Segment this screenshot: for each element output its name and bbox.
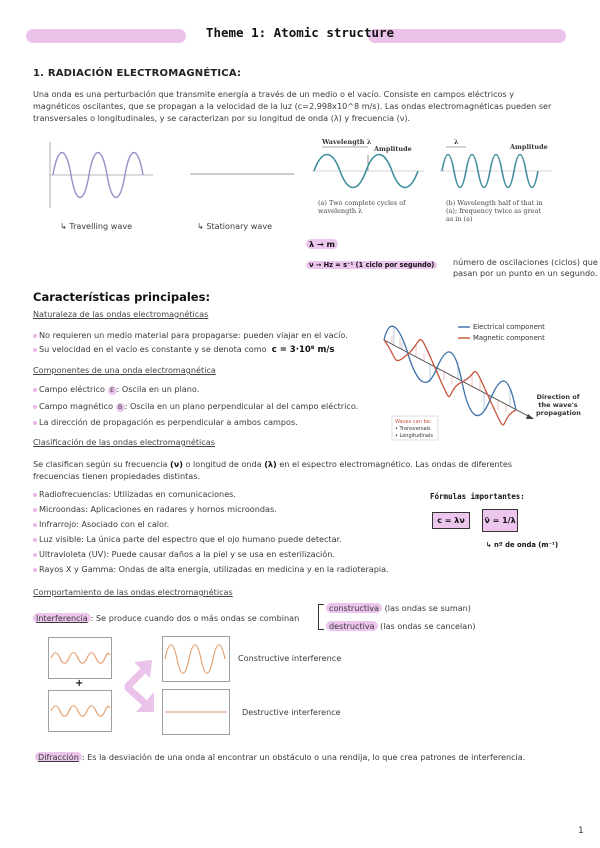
em-box-title: Waves can be: bbox=[395, 419, 432, 425]
naturaleza-title: Naturaleza de las ondas electromagnéticas bbox=[33, 309, 209, 319]
componentes-item-3: La dirección de propagación es perpendicular a ambos campos. bbox=[33, 416, 298, 428]
wavelength-figure-a bbox=[312, 135, 430, 197]
destructive-label: Destructive interference bbox=[242, 707, 341, 717]
constructiva-line: constructiva (las ondas se suman) bbox=[326, 602, 471, 614]
lambda-unit: λ → m bbox=[306, 238, 338, 250]
clasificacion-item-1: Radiofrecuencias: Utilizadas en comunicaciones. bbox=[33, 488, 236, 500]
formula-box-2: ν̃ = 1/λ bbox=[482, 509, 518, 532]
interference-wave-1 bbox=[48, 637, 112, 679]
naturaleza-item-2: Su velocidad en el vacío es constante y se denota como c = 3·10⁸ m/s bbox=[33, 343, 334, 356]
page-title: Theme 1: Atomic structure bbox=[205, 25, 395, 40]
nu-desc-1: número de oscilaciones (ciclos) que bbox=[453, 257, 598, 267]
interference-wave-2 bbox=[48, 690, 112, 732]
em-legend-magnetic: Magnetic component bbox=[473, 334, 545, 342]
nu-unit: ν → Hz = s⁻¹ (1 ciclo por segundo) bbox=[306, 258, 437, 271]
interferencia-brace bbox=[318, 604, 324, 630]
formula-box-1: c = λν bbox=[432, 512, 470, 529]
intro-text-3: transversales o longitudinales, y se caracterizan por su longitud de onda (λ) y frecuencia (ν). bbox=[33, 113, 411, 123]
destructive-wave-figure bbox=[162, 689, 230, 735]
destructiva-line: destructiva (las ondas se cancelan) bbox=[326, 620, 476, 632]
formula-note: ↳ nº de onda (m⁻¹) bbox=[486, 541, 559, 549]
fig-b-lambda-label: λ bbox=[454, 138, 459, 146]
arrow-down-icon bbox=[122, 684, 160, 718]
naturaleza-item-1: No requieren un medio material para propagarse: pueden viajar en el vacío. bbox=[33, 329, 348, 341]
wavelength-figure-b bbox=[440, 135, 558, 197]
travelling-wave-figure bbox=[45, 140, 155, 210]
fig-a-caption: (a) Two complete cycles of wavelength λ bbox=[318, 199, 406, 215]
difraccion-line: Difracción : Es la desviación de una onda al encontrar un obstáculo o una rendija, lo que crea patrones de interferencia. bbox=[35, 751, 525, 763]
em-box-item-2: • Longitudinals bbox=[395, 433, 433, 439]
clasificacion-item-5: Ultravioleta (UV): Puede causar daños a la piel y se usa en esterilización. bbox=[33, 548, 335, 560]
page-number: 1 bbox=[578, 826, 584, 836]
section-title: 1. RADIACIÓN ELECTROMAGNÉTICA: bbox=[33, 68, 242, 79]
intro-text-2: magnéticos oscilantes, que se propagan a la velocidad de la luz (c=2.998x10^8 m/s). Las ondas electromagnéticas pueden ser bbox=[33, 101, 552, 111]
fig-b-caption: (b) Wavelength half of that in (a); frequency twice as great as in (a) bbox=[446, 199, 543, 223]
em-wave-figure bbox=[372, 318, 572, 442]
em-direction-label: Direction of the wave's propagation bbox=[536, 393, 581, 417]
componentes-title: Componentes de una onda electromagnética bbox=[33, 365, 216, 375]
em-legend-electrical: Electrical component bbox=[473, 323, 545, 331]
stationary-wave-label: ↳ Stationary wave bbox=[197, 221, 273, 231]
clasificacion-intro-2: frecuencias tienen propiedades distintas. bbox=[33, 471, 201, 481]
clasificacion-item-2: Microondas: Aplicaciones en radares y hornos microondas. bbox=[33, 503, 277, 515]
caracteristicas-title: Características principales: bbox=[33, 290, 211, 304]
fig-a-amplitude-label: Amplitude bbox=[374, 145, 412, 153]
interferencia-line: Interferencia : Se produce cuando dos o más ondas se combinan bbox=[33, 612, 299, 624]
clasificacion-item-4: Luz visible: La única parte del espectro que el ojo humano puede detectar. bbox=[33, 533, 342, 545]
constructive-label: Constructive interference bbox=[238, 653, 342, 663]
nu-desc-2: pasan por un punto en un segundo. bbox=[453, 268, 598, 278]
clasificacion-title: Clasificación de las ondas electromagnéticas bbox=[33, 437, 215, 447]
clasificacion-intro-1: Se clasifican según su frecuencia (ν) o longitud de onda (λ) en el espectro electromagnético. Las ondas de diferentes bbox=[33, 459, 513, 469]
constructive-wave-figure bbox=[162, 636, 230, 682]
fig-a-wavelength-label: Wavelength λ bbox=[322, 138, 372, 146]
em-box-item-1: • Transversals bbox=[395, 426, 431, 432]
componentes-item-1: Campo eléctrico E : Oscila en un plano. bbox=[33, 383, 199, 395]
plus-sign: + bbox=[75, 678, 84, 689]
intro-text-1: Una onda es una perturbación que transmite energía a través de un medio o el vacío. Consiste en campos eléctricos y bbox=[33, 89, 515, 99]
fig-b-amplitude-label: Amplitude bbox=[510, 143, 548, 151]
clasificacion-item-3: Infrarrojo: Asociado con el calor. bbox=[33, 518, 169, 530]
stationary-wave-figure bbox=[188, 140, 298, 210]
comportamiento-title: Comportamiento de las ondas electromagnéticas bbox=[33, 587, 233, 597]
clasificacion-item-6: Rayos X y Gamma: Ondas de alta energía, utilizadas en medicina y en la radioterapia. bbox=[33, 563, 389, 575]
travelling-wave-label: ↳ Travelling wave bbox=[60, 221, 133, 231]
formulas-title: Fórmulas importantes: bbox=[430, 492, 525, 501]
componentes-item-2: Campo magnético B : Oscila en un plano perpendicular al del campo eléctrico. bbox=[33, 400, 358, 412]
